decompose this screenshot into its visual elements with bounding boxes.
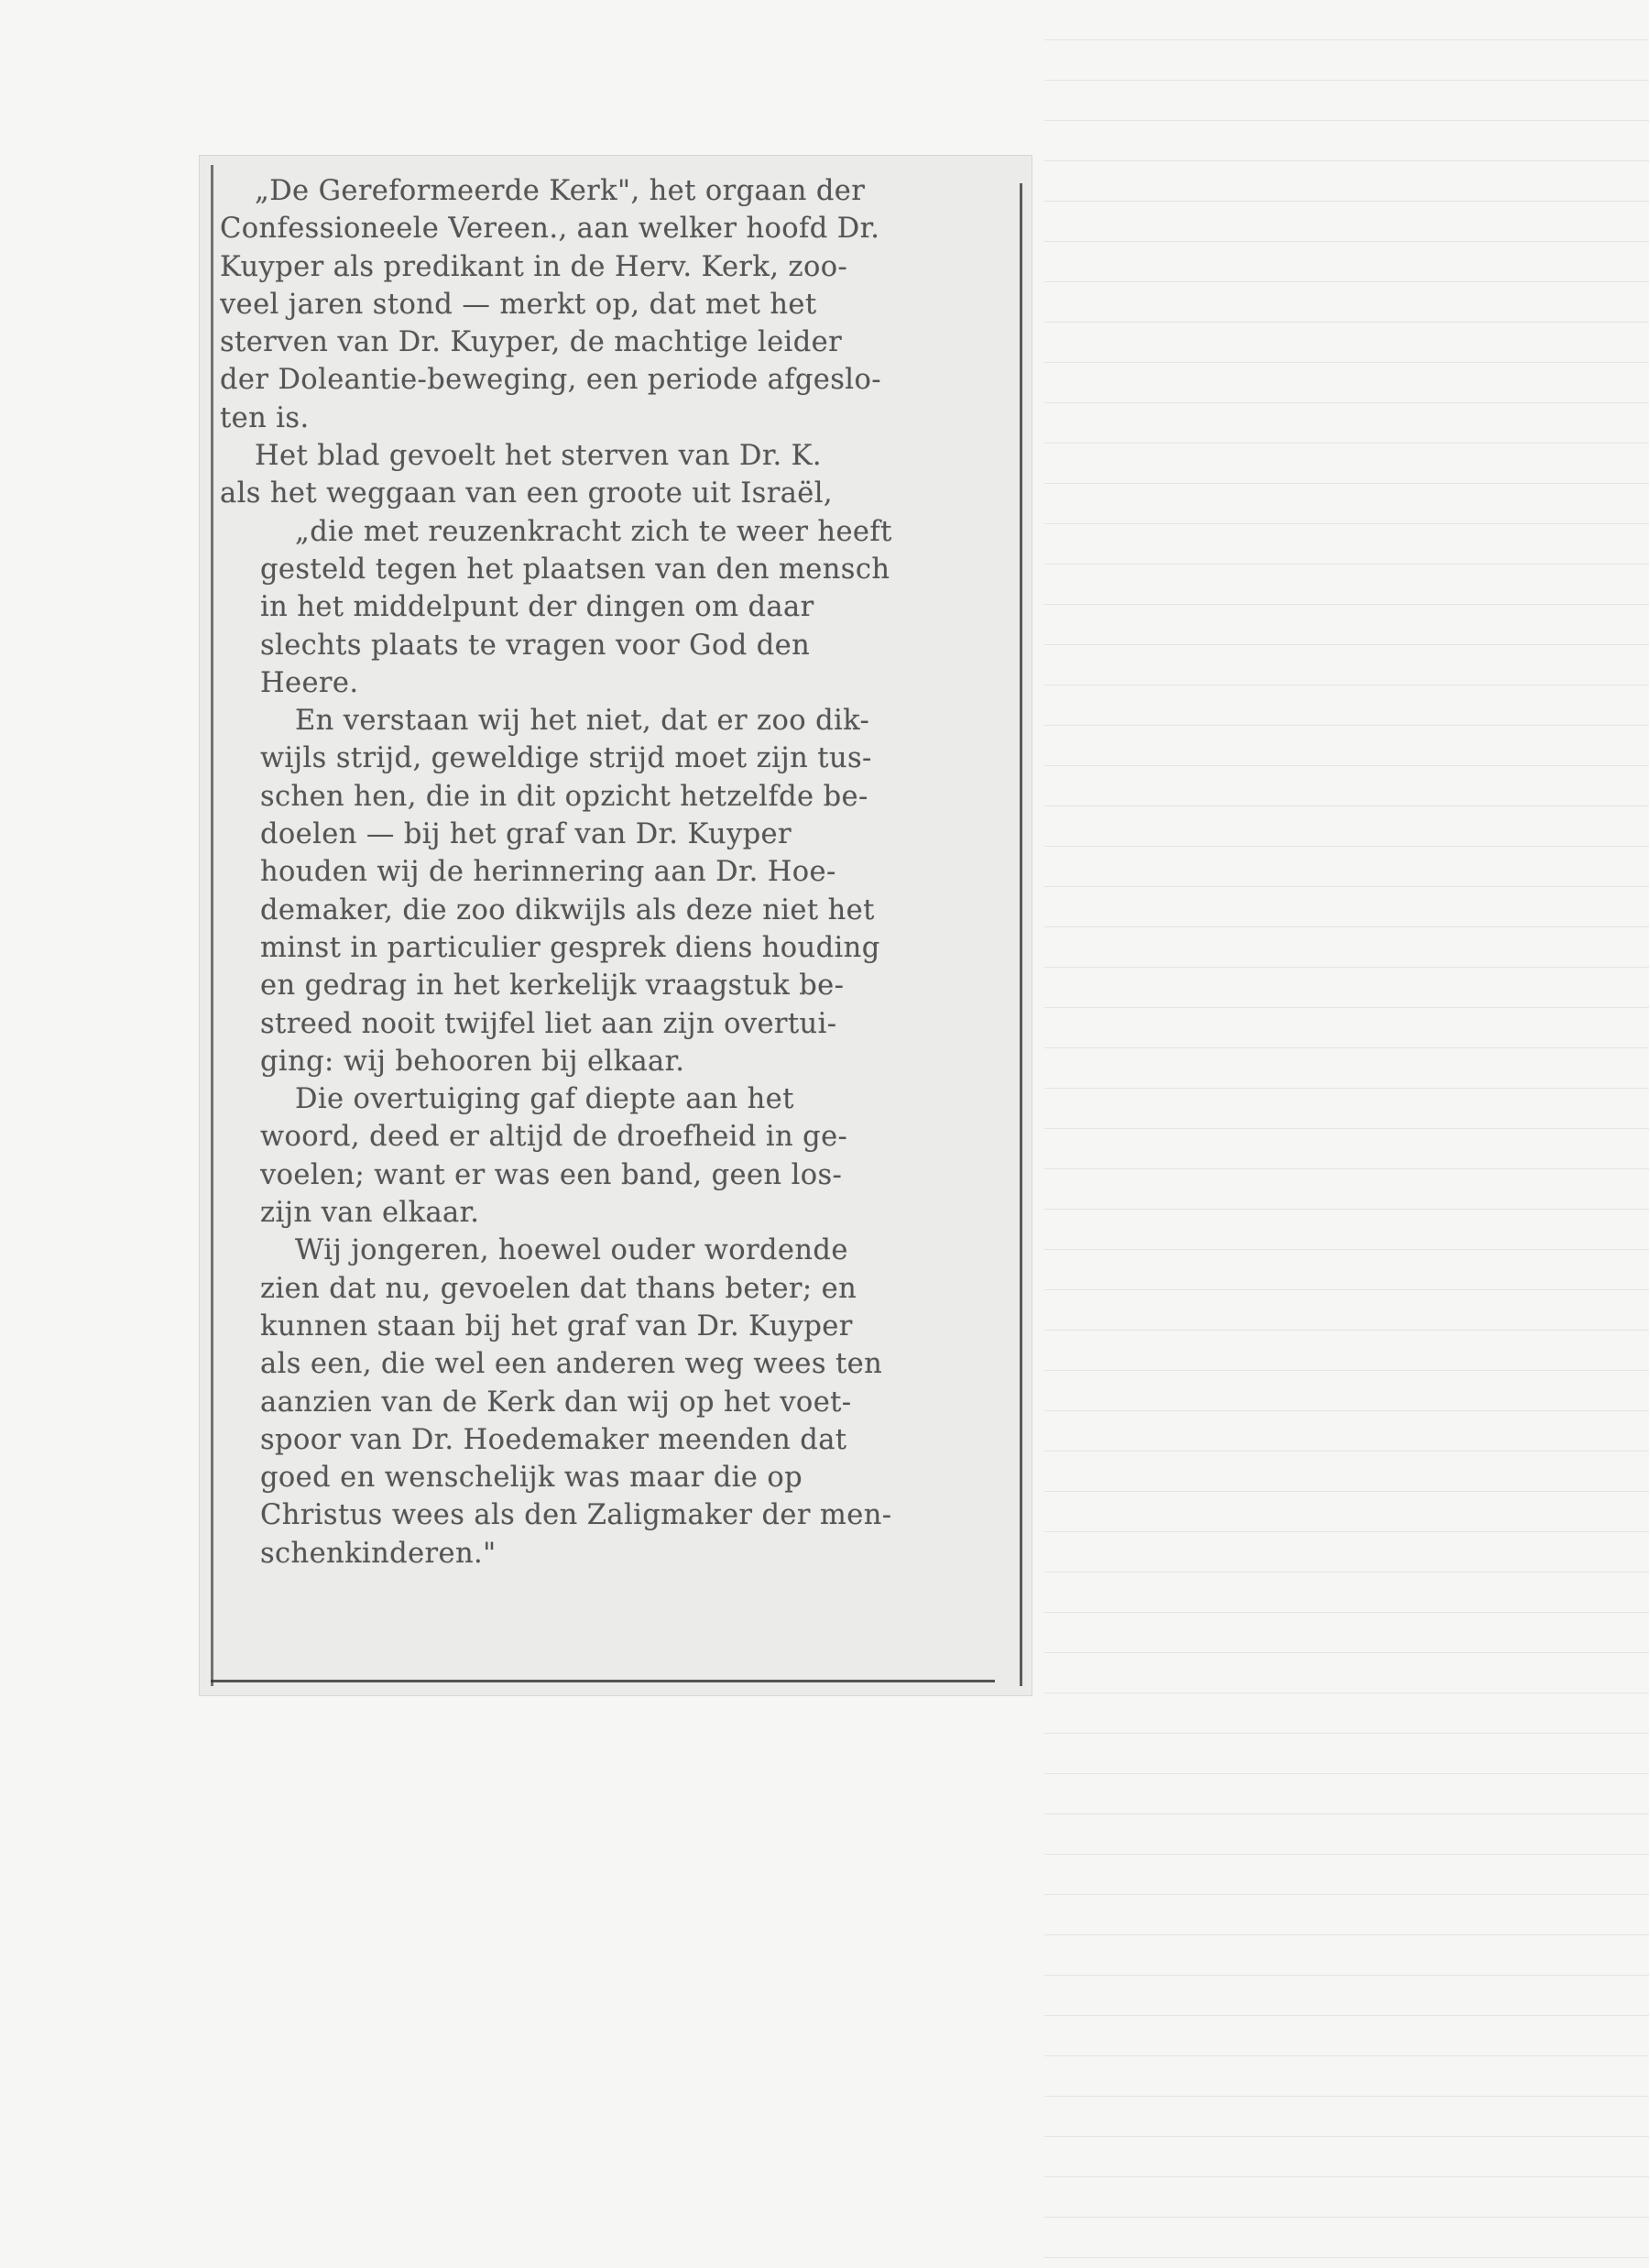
article-line: en gedrag in het kerkelijk vraagstuk be- (260, 970, 845, 1003)
article-line: veel jaren stond — merkt op, dat met het (220, 288, 817, 321)
article-line: zijn van elkaar. (260, 1197, 480, 1230)
article-line: „die met reuzenkracht zich te weer heeft (295, 515, 892, 548)
clipping-right-rule (1020, 183, 1022, 1686)
article-line: Kuyper als predikant in de Herv. Kerk, zoo- (220, 250, 848, 283)
article-line: voelen; want er was een band, geen los- (260, 1158, 843, 1191)
article-line: wijls strijd, geweldige strijd moet zijn tus- (260, 742, 872, 775)
article-line: Wij jongeren, hoewel ouder wordende (295, 1234, 848, 1267)
ruled-paper-area (1044, 0, 1649, 2268)
article-line: Het blad gevoelt het sterven van Dr. K. (255, 440, 822, 473)
article-line: als het weggaan van een groote uit Israël, (220, 477, 833, 510)
article-line: Heere. (260, 666, 359, 699)
article-line: Christus wees als den Zaligmaker der men- (260, 1499, 892, 1532)
article-line: Die overtuiging gaf diepte aan het (295, 1083, 794, 1116)
article-line: doelen — bij het graf van Dr. Kuyper (260, 818, 792, 851)
article-line: spoor van Dr. Hoedemaker meenden dat (260, 1423, 847, 1456)
article-line: der Doleantie-beweging, een periode afgeslo- (220, 364, 881, 397)
article-line: streed nooit twijfel liet aan zijn overtui- (260, 1007, 837, 1040)
article-line: Confessioneele Vereen., aan welker hoofd Dr. (220, 213, 880, 246)
article-line: gesteld tegen het plaatsen van den mensch (260, 553, 890, 586)
article-line: kunnen staan bij het graf van Dr. Kuyper (260, 1309, 853, 1342)
article-line: minst in particulier gesprek diens houding (260, 931, 880, 964)
article-line: in het middelpunt der dingen om daar (260, 591, 814, 624)
article-line: ten is. (220, 401, 310, 434)
article-line: demaker, die zoo dikwijls als deze niet het (260, 893, 875, 926)
article-line: En verstaan wij het niet, dat er zoo dik- (295, 705, 870, 738)
article-line: als een, die wel een anderen weg wees ten (260, 1348, 883, 1381)
article-line: aanzien van de Kerk dan wij op het voet- (260, 1386, 852, 1419)
article-line: woord, deed er altijd de droefheid in ge- (260, 1121, 848, 1154)
article-line: houden wij de herinnering aan Dr. Hoe- (260, 856, 836, 889)
article-line: ging: wij behooren bij elkaar. (260, 1045, 685, 1078)
article-line: schen hen, die in dit opzicht hetzelfde be- (260, 780, 868, 813)
article-line: sterven van Dr. Kuyper, de machtige leider (220, 326, 843, 359)
article-line: slechts plaats te vragen voor God den (260, 629, 811, 662)
article-line: schenkinderen." (260, 1537, 497, 1570)
clipping-bottom-rule (211, 1680, 995, 1682)
clipping-left-rule (211, 165, 213, 1686)
article-line: zien dat nu, gevoelen dat thans beter; en (260, 1272, 857, 1305)
article-line: „De Gereformeerde Kerk", het orgaan der (255, 175, 866, 207)
article-text (220, 172, 1010, 1572)
newspaper-clipping (200, 156, 1032, 1695)
article-line: goed en wenschelijk was maar die op (260, 1462, 803, 1495)
